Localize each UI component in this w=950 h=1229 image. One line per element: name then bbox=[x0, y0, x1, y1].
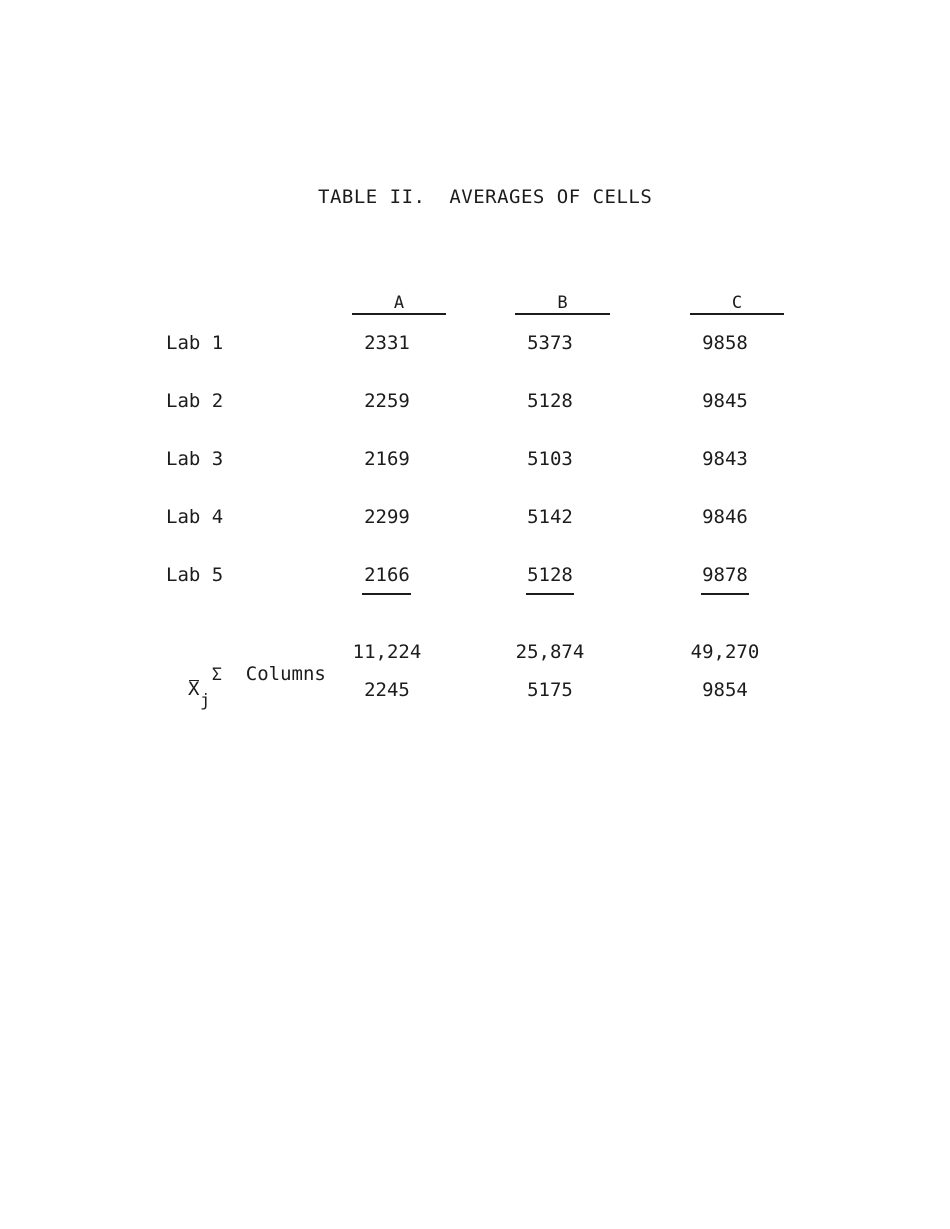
column-header-b: B bbox=[557, 293, 568, 313]
cell-lab-2-b: 5128 bbox=[527, 390, 573, 412]
sum-a: 11,224 bbox=[352, 641, 422, 663]
cell-lab-4-b: 5142 bbox=[527, 506, 573, 528]
sum-underline-c bbox=[701, 593, 749, 595]
column-header-b-underline bbox=[515, 313, 610, 315]
cell-lab-4-c: 9846 bbox=[702, 506, 748, 528]
cell-lab-2-a: 2259 bbox=[364, 390, 410, 412]
sum-underline-a bbox=[362, 593, 411, 595]
cell-lab-5-b: 5128 bbox=[527, 564, 573, 586]
mean-b: 5175 bbox=[527, 679, 573, 701]
cell-lab-4-a: 2299 bbox=[364, 506, 410, 528]
row-label-lab-2: Lab 2 bbox=[166, 390, 224, 412]
column-header-a-underline bbox=[352, 313, 446, 315]
column-header-a: A bbox=[393, 293, 405, 313]
column-header-c: C bbox=[731, 293, 743, 313]
sigma-symbol: Σ bbox=[211, 665, 223, 685]
row-label-lab-3: Lab 3 bbox=[166, 448, 224, 470]
cell-lab-5-a: 2166 bbox=[364, 564, 410, 586]
sum-row-text: Columns bbox=[245, 663, 326, 685]
sum-underline-b bbox=[526, 593, 574, 595]
mean-subscript: j bbox=[200, 691, 211, 711]
row-label-lab-5: Lab 5 bbox=[166, 564, 224, 586]
cell-lab-3-c: 9843 bbox=[702, 448, 748, 470]
mean-c: 9854 bbox=[702, 679, 748, 701]
row-label-lab-4: Lab 4 bbox=[166, 506, 224, 528]
mean-bar-mark bbox=[189, 680, 199, 681]
cell-lab-5-c: 9878 bbox=[702, 564, 748, 586]
cell-lab-1-b: 5373 bbox=[527, 332, 573, 354]
mean-symbol: X bbox=[188, 678, 200, 700]
cell-lab-2-c: 9845 bbox=[702, 390, 748, 412]
sum-b: 25,874 bbox=[515, 641, 585, 663]
cell-lab-1-c: 9858 bbox=[702, 332, 748, 354]
cell-lab-3-b: 5103 bbox=[527, 448, 573, 470]
cell-lab-3-a: 2169 bbox=[364, 448, 410, 470]
column-header-c-underline bbox=[690, 313, 784, 315]
table-title: TABLE II. AVERAGES OF CELLS bbox=[318, 186, 653, 208]
sum-c: 49,270 bbox=[690, 641, 760, 663]
mean-row-label bbox=[188, 678, 211, 711]
row-label-lab-1: Lab 1 bbox=[166, 332, 224, 354]
mean-a: 2245 bbox=[364, 679, 410, 701]
cell-lab-1-a: 2331 bbox=[364, 332, 410, 354]
